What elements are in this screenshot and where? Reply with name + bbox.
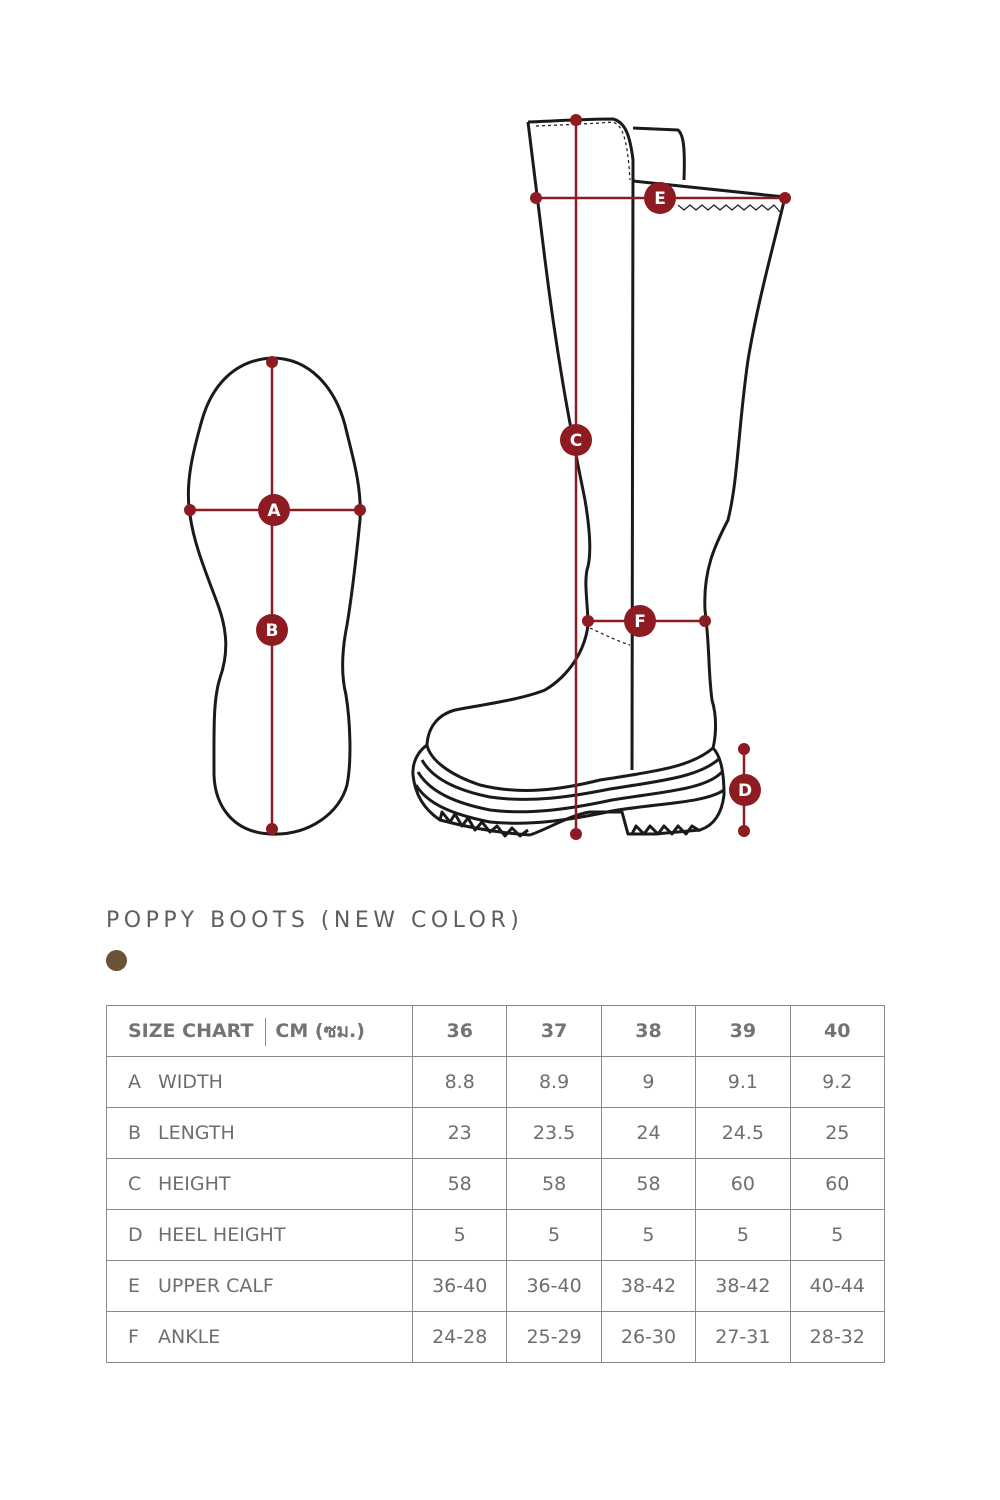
table-row — [107, 1108, 885, 1159]
unit-label: CM (ซม.) — [275, 1020, 365, 1042]
header-divider — [265, 1018, 266, 1046]
row-key: F — [128, 1326, 139, 1348]
marker-c — [560, 424, 592, 456]
row-key: D — [128, 1224, 143, 1246]
row-key: A — [128, 1071, 141, 1093]
table-row — [107, 1057, 885, 1108]
value-cell: 58 — [413, 1159, 507, 1210]
row-label-cell — [107, 1057, 413, 1108]
size-header: 37 — [507, 1006, 601, 1057]
value-cell: 36-40 — [507, 1261, 601, 1312]
value-cell: 9.2 — [790, 1057, 884, 1108]
row-label: WIDTH — [158, 1071, 223, 1093]
marker-b — [256, 614, 288, 646]
value-cell: 5 — [601, 1210, 695, 1261]
value-cell: 5 — [790, 1210, 884, 1261]
marker-a — [258, 494, 290, 526]
size-chart-header-cell — [107, 1006, 413, 1057]
size-chart-table — [106, 1005, 885, 1363]
product-title: POPPY BOOTS (NEW COLOR) — [106, 908, 524, 933]
value-cell: 9 — [601, 1057, 695, 1108]
value-cell: 25 — [790, 1108, 884, 1159]
marker-f — [624, 605, 656, 637]
boot-outline — [413, 119, 785, 836]
value-cell: 24.5 — [696, 1108, 790, 1159]
row-label: HEIGHT — [158, 1173, 231, 1195]
value-cell: 28-32 — [790, 1312, 884, 1363]
measurement-lines — [190, 120, 785, 834]
row-key: E — [128, 1275, 141, 1297]
value-cell: 5 — [696, 1210, 790, 1261]
value-cell: 25-29 — [507, 1312, 601, 1363]
row-label: UPPER CALF — [158, 1275, 274, 1297]
size-header: 40 — [790, 1006, 884, 1057]
size-chart-label: SIZE CHART — [128, 1020, 254, 1042]
row-label-cell — [107, 1159, 413, 1210]
value-cell: 58 — [601, 1159, 695, 1210]
value-cell: 60 — [696, 1159, 790, 1210]
value-cell: 38-42 — [696, 1261, 790, 1312]
row-label: LENGTH — [158, 1122, 235, 1144]
svg-text:A: A — [267, 501, 281, 521]
value-cell: 40-44 — [790, 1261, 884, 1312]
measurement-endpoints — [184, 114, 791, 840]
size-chart-header-row — [107, 1006, 885, 1057]
value-cell: 24 — [601, 1108, 695, 1159]
row-label-cell — [107, 1261, 413, 1312]
svg-text:F: F — [634, 612, 646, 632]
row-key: C — [128, 1173, 142, 1195]
value-cell: 8.8 — [413, 1057, 507, 1108]
value-cell: 60 — [790, 1159, 884, 1210]
value-cell: 9.1 — [696, 1057, 790, 1108]
value-cell: 23.5 — [507, 1108, 601, 1159]
svg-text:C: C — [569, 431, 583, 451]
size-header: 36 — [413, 1006, 507, 1057]
value-cell: 26-30 — [601, 1312, 695, 1363]
value-cell: 38-42 — [601, 1261, 695, 1312]
table-row — [107, 1312, 885, 1363]
insole-outline — [188, 358, 360, 834]
marker-d — [729, 774, 761, 806]
table-row — [107, 1210, 885, 1261]
marker-e — [644, 182, 676, 214]
row-label: ANKLE — [158, 1326, 221, 1348]
size-header: 39 — [696, 1006, 790, 1057]
value-cell: 5 — [413, 1210, 507, 1261]
table-row — [107, 1261, 885, 1312]
size-header: 38 — [601, 1006, 695, 1057]
value-cell: 58 — [507, 1159, 601, 1210]
row-label: HEEL HEIGHT — [158, 1224, 286, 1246]
value-cell: 27-31 — [696, 1312, 790, 1363]
svg-text:E: E — [654, 189, 666, 209]
svg-text:D: D — [737, 781, 753, 801]
value-cell: 24-28 — [413, 1312, 507, 1363]
value-cell: 36-40 — [413, 1261, 507, 1312]
table-row — [107, 1159, 885, 1210]
value-cell: 23 — [413, 1108, 507, 1159]
value-cell: 8.9 — [507, 1057, 601, 1108]
svg-text:B: B — [265, 621, 279, 641]
row-label-cell — [107, 1108, 413, 1159]
value-cell: 5 — [507, 1210, 601, 1261]
row-key: B — [128, 1122, 142, 1144]
row-label-cell — [107, 1210, 413, 1261]
color-swatch[interactable] — [106, 950, 127, 971]
row-label-cell — [107, 1312, 413, 1363]
